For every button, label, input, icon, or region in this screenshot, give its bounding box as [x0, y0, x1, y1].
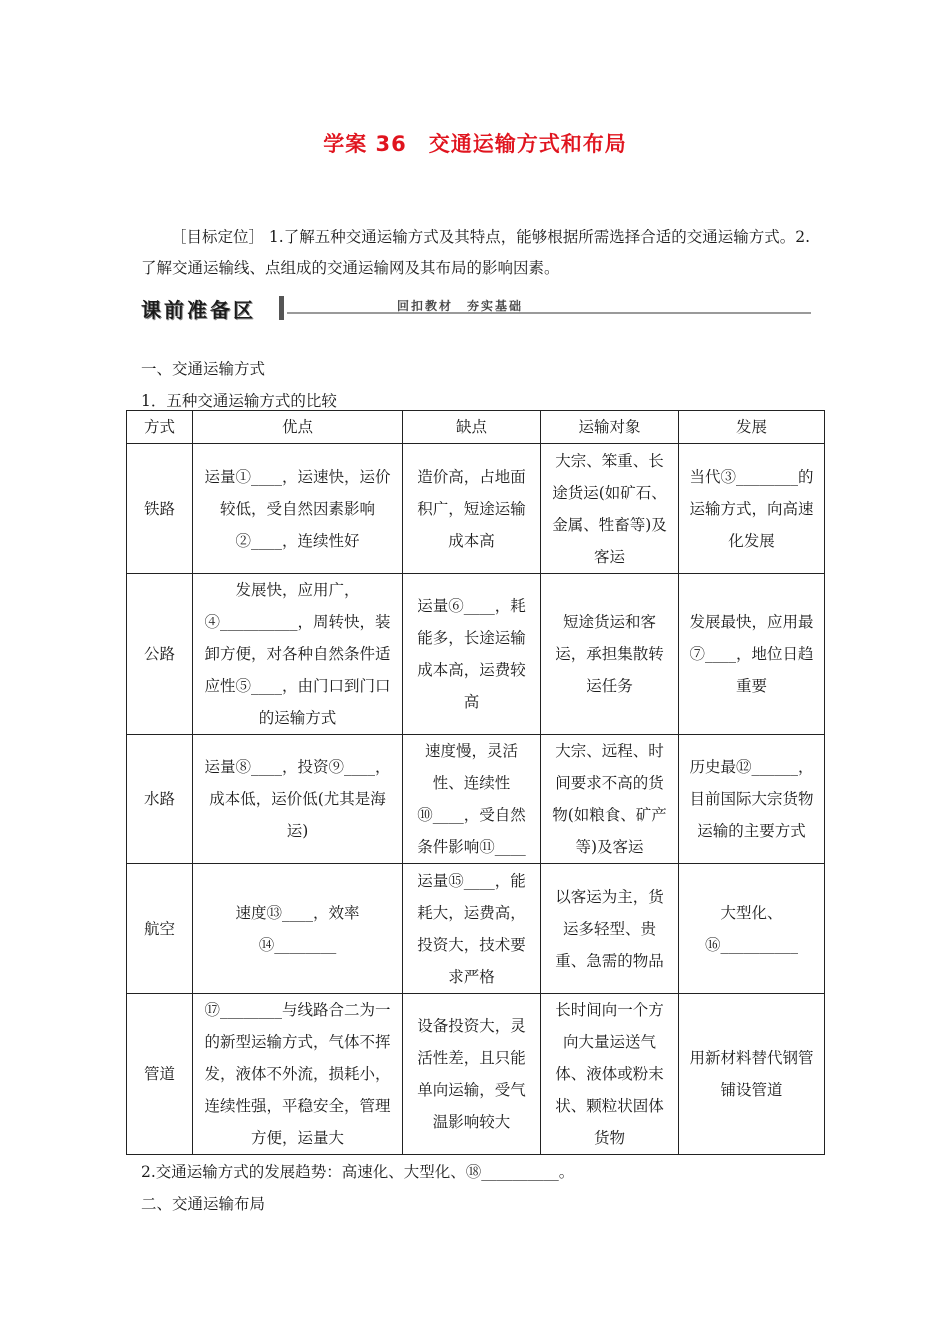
table-cell: 大型化、⑯__________	[679, 864, 825, 994]
header-cell: 发展	[679, 411, 825, 444]
table-cell: 历史最⑫______，目前国际大宗货物运输的主要方式	[679, 735, 825, 864]
table-row	[127, 864, 825, 994]
table-cell: 用新材料替代钢管铺设管道	[679, 994, 825, 1155]
table-cell: 设备投资大，灵活性差，且只能单向运输，受气温影响较大	[403, 994, 541, 1155]
table-cell: 长时间向一个方向大量运送气体、液体或粉末状、颗粒状固体货物	[541, 994, 679, 1155]
header-cell: 方式	[127, 411, 193, 444]
table-cell: 速度慢，灵活性、连续性⑩____，受自然条件影响⑪____	[403, 735, 541, 864]
mode-cell: 水路	[127, 735, 193, 864]
trend-line: 2.交通运输方式的发展趋势：高速化、大型化、⑱__________。	[141, 1163, 575, 1181]
header-cell: 缺点	[403, 411, 541, 444]
section-heading-1: 一、交通运输方式	[141, 360, 266, 378]
mode-cell: 航空	[127, 864, 193, 994]
banner-label: 课前准备区	[141, 298, 256, 322]
mode-cell: 管道	[127, 994, 193, 1155]
banner-subtitle: 回扣教材 夯实基础	[397, 299, 524, 313]
table-cell: 当代③________的运输方式，向高速化发展	[679, 444, 825, 574]
table-cell: 速度⑬____，效率⑭________	[193, 864, 403, 994]
table-cell: 大宗、远程、时间要求不高的货物(如粮食、矿产等)及客运	[541, 735, 679, 864]
page-title: 学案 36 交通运输方式和布局	[323, 132, 627, 156]
table-row	[127, 574, 825, 735]
section-banner	[141, 294, 811, 324]
header-cell: 优点	[193, 411, 403, 444]
header-cell: 运输对象	[541, 411, 679, 444]
table-header-row	[127, 411, 825, 444]
table-cell: 大宗、笨重、长途货运(如矿石、金属、牲畜等)及客运	[541, 444, 679, 574]
table-cell: 运量①____，运速快，运价较低，受自然因素影响②____，连续性好	[193, 444, 403, 574]
banner-bar	[279, 296, 284, 320]
table-cell: 以客运为主，货运多轻型、贵重、急需的物品	[541, 864, 679, 994]
table-cell: 发展最快，应用最⑦____，地位日趋重要	[679, 574, 825, 735]
learning-objective: ［目标定位］ 1.了解五种交通运输方式及其特点，能够根据所需选择合适的交通运输方式。2.了解交通运输线、点组成的交通运输网及其布局的影响因素。	[141, 228, 811, 277]
comparison-table	[126, 410, 825, 1155]
table-cell: ⑰________与线路合二为一的新型运输方式，气体不挥发，液体不外流，损耗小，连续性强，平稳安全，管理方便，运量大	[193, 994, 403, 1155]
table-cell: 发展快，应用广，④__________，周转快，装卸方便，对各种自然条件适应性⑤____，由门口到门口的运输方式	[193, 574, 403, 735]
table-cell: 运量⑧____，投资⑨____，成本低，运价低(尤其是海运)	[193, 735, 403, 864]
table-cell: 造价高，占地面积广，短途运输成本高	[403, 444, 541, 574]
table-row	[127, 444, 825, 574]
table-cell: 短途货运和客运，承担集散转运任务	[541, 574, 679, 735]
mode-cell: 公路	[127, 574, 193, 735]
table-row	[127, 735, 825, 864]
table-cell: 运量⑥____，耗能多，长途运输成本高，运费较高	[403, 574, 541, 735]
table-cell: 运量⑮____，能耗大，运费高，投资大，技术要求严格	[403, 864, 541, 994]
table-row	[127, 994, 825, 1155]
section-heading-2: 二、交通运输布局	[141, 1195, 266, 1213]
mode-cell: 铁路	[127, 444, 193, 574]
subsection-heading-1: 1．五种交通运输方式的比较	[141, 392, 337, 410]
banner-divider	[287, 312, 811, 314]
